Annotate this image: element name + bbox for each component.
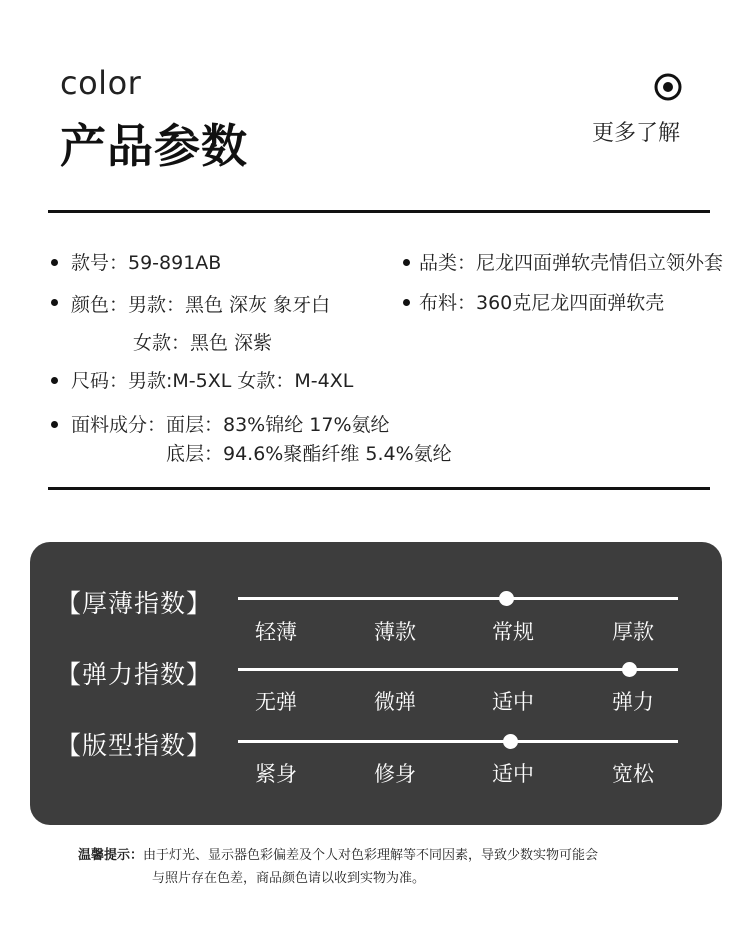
thickness-level: 轻薄 <box>255 620 297 644</box>
subtitle-en: color <box>60 64 142 102</box>
spec-color-men: 颜色：男款：黑色 深灰 象牙白 <box>71 294 331 316</box>
bullet-dot <box>51 259 58 266</box>
spec-fabric: 布料：360克尼龙四面弹软壳 <box>419 292 665 314</box>
target-icon[interactable] <box>653 72 683 102</box>
bullet-dot <box>51 299 58 306</box>
note-line-1 <box>78 844 598 863</box>
index-title-thickness: 【厚薄指数】 <box>56 589 213 618</box>
elasticity-level: 弹力 <box>612 690 654 714</box>
more-info-link[interactable]: 更多了解 <box>592 121 681 146</box>
spec-size: 尺码：男款:M-5XL 女款：M-4XL <box>71 370 354 392</box>
fit-track <box>238 740 678 743</box>
spec-composition-inner: 底层：94.6%聚酯纤维 5.4%氨纶 <box>166 443 452 465</box>
note-text-2: 与照片存在色差，商品颜色请以收到实物为准。 <box>152 871 426 886</box>
spec-color-women: 女款：黑色 深紫 <box>133 332 273 354</box>
thickness-marker <box>499 591 514 606</box>
elasticity-track <box>238 668 678 671</box>
index-title-fit: 【版型指数】 <box>56 731 213 760</box>
fit-level: 修身 <box>374 762 416 786</box>
thickness-level: 常规 <box>492 620 534 644</box>
fit-level: 紧身 <box>255 762 297 786</box>
bottom-divider <box>48 487 710 490</box>
note-title: 温馨提示： <box>78 848 144 863</box>
fit-level: 宽松 <box>612 762 654 786</box>
bullet-dot <box>51 377 58 384</box>
thickness-level: 薄款 <box>374 620 416 644</box>
index-title-elasticity: 【弹力指数】 <box>56 660 213 689</box>
elasticity-level: 无弹 <box>255 690 297 714</box>
elasticity-marker <box>622 662 637 677</box>
top-divider <box>48 210 710 213</box>
spec-composition-outer: 面料成分：面层：83%锦纶 17%氨纶 <box>71 414 390 436</box>
page-title: 产品参数 <box>60 119 248 173</box>
thickness-track <box>238 597 678 600</box>
bullet-dot <box>403 259 410 266</box>
bullet-dot <box>51 421 58 428</box>
bullet-dot <box>403 299 410 306</box>
elasticity-level: 适中 <box>492 690 534 714</box>
fit-level: 适中 <box>492 762 534 786</box>
note-text-1: 由于灯光、显示器色彩偏差及个人对色彩理解等不同因素，导致少数实物可能会 <box>143 848 599 863</box>
spec-category: 品类：尼龙四面弹软壳情侣立领外套 <box>419 252 724 274</box>
spec-style-no: 款号：59-891AB <box>71 252 222 274</box>
elasticity-level: 微弹 <box>374 690 416 714</box>
thickness-level: 厚款 <box>612 620 654 644</box>
